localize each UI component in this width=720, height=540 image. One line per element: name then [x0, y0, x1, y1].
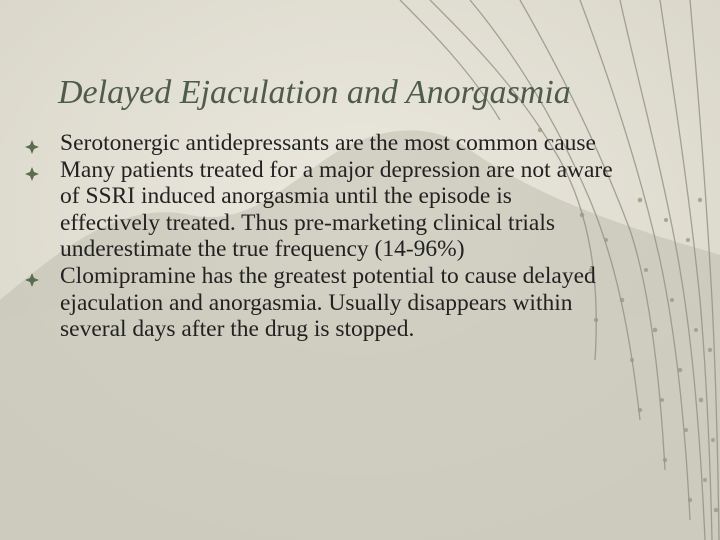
bullet-item [24, 157, 614, 263]
bullet-text: Serotonergic antidepressants are the most common cause [60, 130, 596, 156]
slide-title: Delayed Ejaculation and Anorgasmia [58, 74, 571, 111]
bullet-item [24, 130, 614, 157]
diamond-bullet-icon [24, 139, 40, 155]
bullet-list [24, 130, 614, 343]
diamond-bullet-icon [24, 166, 40, 182]
bullet-text: Many patients treated for a major depression are not aware of SSRI induced anorgasmia until the episode is effectively treated. Thus pre-marketing clinical trials underestimate the true frequency (14-96%) [60, 156, 613, 263]
bullet-text: Clomipramine has the greatest potential to cause delayed ejaculation and anorgasmia. Usually disappears within several days after the drug is stopped. [60, 262, 596, 343]
bullet-item [24, 263, 614, 343]
diamond-bullet-icon [24, 272, 40, 288]
